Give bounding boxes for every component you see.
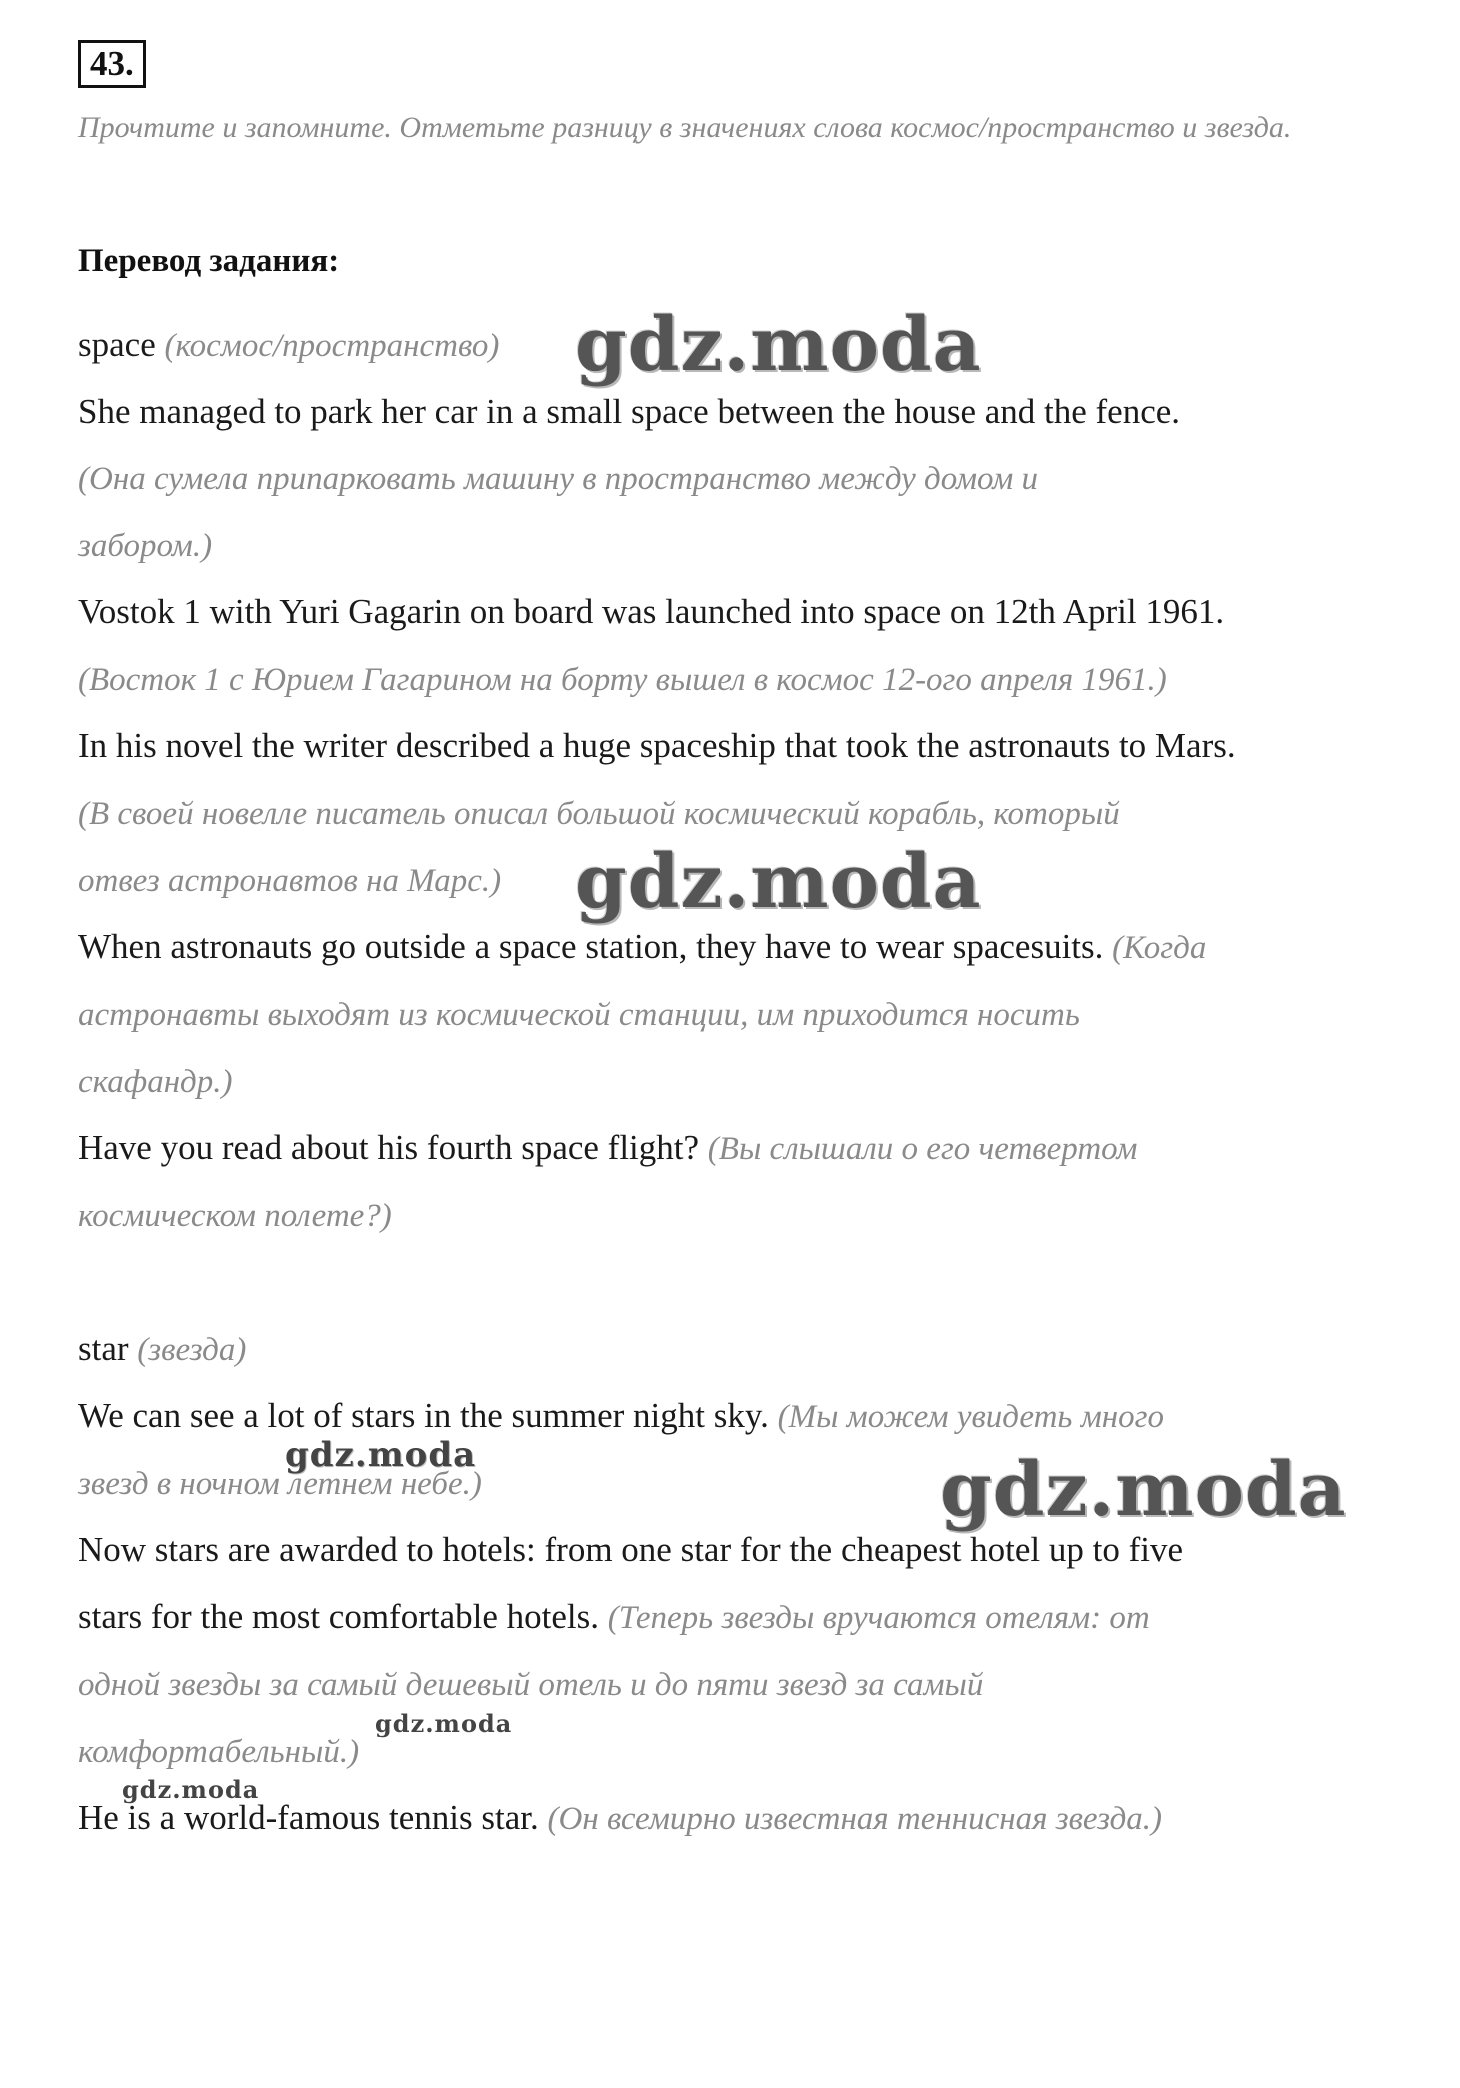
translation-heading: Перевод задания: [78,243,340,279]
text-line: комфортабельный.) [78,1734,360,1770]
watermark-logo: gdz.moda [375,1709,513,1738]
text-line: Vostok 1 with Yuri Gagarin on board was launched into space on 12th April 1961. [78,592,1225,631]
watermark-logo: gdz.moda [285,1435,477,1475]
watermark-logo: gdz.moda [575,839,982,925]
instruction-text: Прочтите и запомните. Отметьте разницу в значениях слова космос/пространство и звезда. [78,111,1292,144]
text-line: stars for the most comfortable hotels. (Теперь звезды вручаются отелям: от [78,1597,1150,1636]
text-line: скафандр.) [78,1064,233,1100]
text-line: In his novel the writer described a huge spaceship that took the astronauts to Mars. [78,726,1236,765]
watermark-logo: gdz.moda [575,302,982,388]
text-line: астронавты выходят из космической станции, им приходится носить [78,997,1080,1033]
text-line: He is a world-famous tennis star. (Он всемирно известная теннисная звезда.) [78,1798,1163,1837]
text-line: забором.) [78,528,213,564]
text-line: космическом полете?) [78,1198,392,1234]
text-line: We can see a lot of stars in the summer night sky. (Мы можем увидеть много [78,1396,1165,1435]
watermark-logo: gdz.moda [122,1775,260,1804]
exercise-number: 43. [78,40,146,88]
text-line: (Она сумела припарковать машину в пространство между домом и [78,461,1039,497]
text-line: star (звезда) [78,1329,247,1368]
text-line: She managed to park her car in a small space between the house and the fence. [78,392,1181,431]
text-line: одной звезды за самый дешевый отель и до пяти звезд за самый [78,1667,984,1703]
text-line: (Восток 1 с Юрием Гагарином на борту вышел в космос 12-ого апреля 1961.) [78,662,1167,698]
text-line: звезд в ночном летнем небе.) [78,1466,482,1502]
text-line: space (космос/пространство) [78,325,500,364]
text-line: Now stars are awarded to hotels: from one star for the cheapest hotel up to five [78,1530,1184,1569]
text-line: (В своей новелле писатель описал большой космический корабль, который [78,796,1120,832]
text-line: отвез астронавтов на Марс.) [78,863,502,899]
watermark-logo: gdz.moda [940,1447,1347,1533]
text-line: When astronauts go outside a space station, they have to wear spacesuits. (Когда [78,927,1207,966]
text-line: Have you read about his fourth space flight? (Вы слышали о его четвертом [78,1128,1138,1167]
